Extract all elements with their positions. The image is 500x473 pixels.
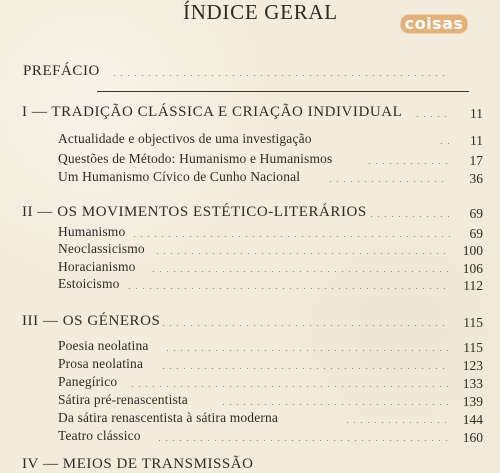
toc-preface-leaders (111, 75, 449, 76)
toc-section-2-title: II — OS MOVIMENTOS ESTÉTICO-LITERÁRIOS (22, 204, 367, 220)
toc-item-1-1-title: Actualidade e objectivos de uma investigação (58, 131, 312, 146)
toc-section-4-partial-title: IV — MEIOS DE TRANSMISSÃO (22, 456, 254, 472)
toc-item-2-2-page: 100 (462, 243, 483, 258)
toc-item-3-4-page: 139 (462, 394, 483, 409)
toc-item-1-3-leaders (327, 181, 449, 182)
toc-section-2-leaders (368, 216, 450, 217)
toc-item-2-4-row (0, 276, 500, 298)
toc-item-3-3-page: 133 (462, 376, 483, 391)
toc-section-1-leaders (414, 116, 449, 117)
toc-item-3-2-leaders (160, 368, 450, 369)
toc-item-3-1-page: 115 (463, 340, 483, 355)
toc-item-1-1-row (0, 131, 500, 153)
toc-item-3-3-leaders (129, 386, 450, 387)
toc-section-3-title: III — OS GÉNEROS (22, 313, 161, 329)
toc-item-3-4-title: Sátira pré-renascentista (58, 392, 188, 407)
toc-item-3-5-page: 144 (462, 412, 483, 427)
toc-item-1-3-page: 36 (469, 171, 483, 186)
toc-item-3-4-leaders (220, 404, 450, 405)
toc-section-3-leaders (160, 325, 450, 326)
toc-item-1-3-row (0, 169, 500, 191)
toc-item-1-2-leaders (366, 163, 450, 164)
toc-section-3-row (0, 313, 500, 335)
toc-preface-row (0, 63, 500, 85)
toc-item-3-5-leaders (344, 422, 450, 423)
toc-item-2-3-leaders (150, 271, 450, 272)
toc-section-2-page: 69 (469, 206, 483, 221)
toc-item-1-2-page: 17 (469, 153, 483, 168)
toc-item-1-2-title: Questões de Método: Humanismo e Humanismos (58, 151, 333, 166)
toc-item-3-2-page: 123 (462, 358, 483, 373)
toc-item-3-3-title: Panegírico (58, 374, 118, 389)
toc-item-2-1-page: 69 (469, 226, 483, 241)
toc-item-1-1-page: 11 (470, 133, 483, 148)
toc-item-3-6-title: Teatro clássico (58, 428, 141, 443)
toc-item-3-1-leaders (164, 350, 450, 351)
toc-item-2-2-title: Neoclassicismo (58, 241, 145, 256)
page-title: ÍNDICE GERAL (183, 0, 338, 24)
toc-item-2-4-title: Estoicismo (58, 276, 120, 291)
toc-item-2-1-leaders (131, 236, 450, 237)
toc-section-1-row (0, 104, 500, 126)
toc-item-3-5-title: Da sátira renascentista à sátira moderna (58, 410, 279, 425)
toc-item-3-6-row (0, 428, 500, 450)
toc-item-3-2-title: Prosa neolatina (58, 356, 144, 371)
toc-item-2-2-leaders (154, 253, 450, 254)
toc-section-3-page: 115 (463, 315, 483, 330)
toc-item-3-6-leaders (156, 440, 450, 441)
toc-preface-title: PREFÁCIO (23, 63, 100, 79)
toc-section-2-row (0, 204, 500, 226)
section-divider-top (97, 91, 469, 92)
toc-item-2-1-title: Humanismo (58, 224, 126, 239)
toc-item-3-1-title: Poesia neolatina (58, 338, 149, 353)
toc-item-2-3-title: Horacianismo (58, 259, 136, 274)
toc-item-1-1-leaders (438, 143, 452, 144)
toc-item-1-3-title: Um Humanismo Cívico de Cunho Nacional (58, 169, 301, 184)
toc-item-2-4-leaders (126, 288, 450, 289)
watermark-badge: coisas (400, 14, 468, 34)
toc-item-3-6-page: 160 (462, 430, 483, 445)
toc-section-1-page: 11 (470, 106, 483, 121)
toc-section-1-title: I — TRADIÇÃO CLÁSSICA E CRIAÇÃO INDIVIDUAL (22, 104, 403, 120)
toc-item-2-4-page: 112 (463, 278, 483, 293)
toc-item-2-3-page: 106 (462, 261, 483, 276)
